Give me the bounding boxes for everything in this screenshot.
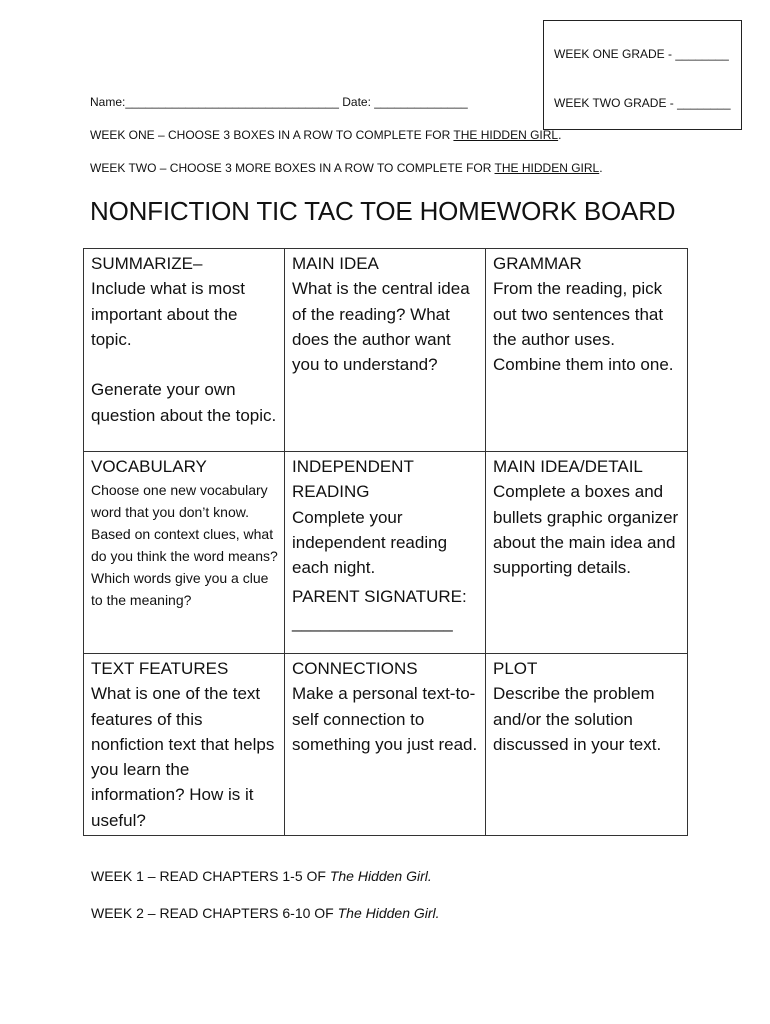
cell-heading: GRAMMAR xyxy=(493,254,582,273)
book-title-italic: The Hidden Girl. xyxy=(337,905,440,921)
cell-heading: TEXT FEATURES xyxy=(91,659,229,678)
cell-text: Complete your independent reading each night. xyxy=(292,507,448,578)
cell-heading: VOCABULARY xyxy=(91,457,207,476)
book-title-italic: The Hidden Girl. xyxy=(329,868,432,884)
parent-signature-label: PARENT SIGNATURE: xyxy=(292,587,467,607)
board-cell-vocabulary xyxy=(84,452,285,654)
name-date-line: Name:________________________________ Date: ______________ xyxy=(90,95,468,109)
book-title-underlined: THE HIDDEN GIRL xyxy=(453,128,559,142)
cell-text: Include what is most important about the topic. Generate your own question about the topic. xyxy=(91,279,277,425)
grade-box xyxy=(543,20,742,130)
board-row xyxy=(84,249,688,452)
period: . xyxy=(599,161,603,175)
parent-signature-line: _________________ xyxy=(292,612,453,632)
page-title: NONFICTION TIC TAC TOE HOMEWORK BOARD xyxy=(90,196,676,226)
week-one-grade: WEEK ONE GRADE - ________ xyxy=(554,47,729,61)
week-one-instruction xyxy=(90,128,561,142)
cell-heading: INDEPENDENT READING xyxy=(292,457,414,502)
week-two-reading-text: WEEK 2 – READ CHAPTERS 6-10 OF xyxy=(91,905,338,921)
cell-text: Choose one new vocabulary word that you don’t know. Based on context clues, what do you think the word means? Which words give you a clue to the meaning? xyxy=(91,482,278,609)
board-cell-independent-reading xyxy=(285,452,486,654)
board-cell-main-idea xyxy=(285,249,486,452)
week-one-text: WEEK ONE – CHOOSE 3 BOXES IN A ROW TO COMPLETE FOR xyxy=(90,128,454,142)
book-title-underlined: THE HIDDEN GIRL xyxy=(494,161,600,175)
cell-text: Make a personal text-to-self connection to something you just read. xyxy=(292,684,478,754)
cell-heading: MAIN IDEA xyxy=(292,254,379,273)
cell-text: What is the central idea of the reading? What does the author want you to understand? xyxy=(292,279,470,375)
board-cell-plot xyxy=(486,654,688,836)
week-two-instruction xyxy=(90,161,603,175)
cell-text: From the reading, pick out two sentences that the author uses. Combine them into one. xyxy=(493,279,674,375)
cell-heading: CONNECTIONS xyxy=(292,659,418,678)
cell-heading: SUMMARIZE– xyxy=(91,254,203,273)
board-row xyxy=(84,452,688,654)
board-cell-summarize xyxy=(84,249,285,452)
board-cell-text-features xyxy=(84,654,285,836)
period: . xyxy=(558,128,562,142)
board-cell-connections xyxy=(285,654,486,836)
cell-heading: MAIN IDEA/DETAIL xyxy=(493,457,643,476)
week-two-reading xyxy=(91,905,440,921)
week-two-grade: WEEK TWO GRADE - ________ xyxy=(554,96,731,110)
tic-tac-toe-board xyxy=(83,248,688,836)
week-one-reading xyxy=(91,868,432,884)
board-row xyxy=(84,654,688,836)
cell-text: What is one of the text features of this nonfiction text that helps you learn the information? How is it useful? xyxy=(91,684,275,830)
week-two-text: WEEK TWO – CHOOSE 3 MORE BOXES IN A ROW TO COMPLETE FOR xyxy=(90,161,495,175)
week-one-reading-text: WEEK 1 – READ CHAPTERS 1-5 OF xyxy=(91,868,330,884)
board-cell-grammar xyxy=(486,249,688,452)
board-cell-main-idea-detail xyxy=(486,452,688,654)
cell-heading: PLOT xyxy=(493,659,538,678)
cell-text: Complete a boxes and bullets graphic organizer about the main idea and supporting details. xyxy=(493,482,679,578)
cell-text: Describe the problem and/or the solution discussed in your text. xyxy=(493,684,662,754)
